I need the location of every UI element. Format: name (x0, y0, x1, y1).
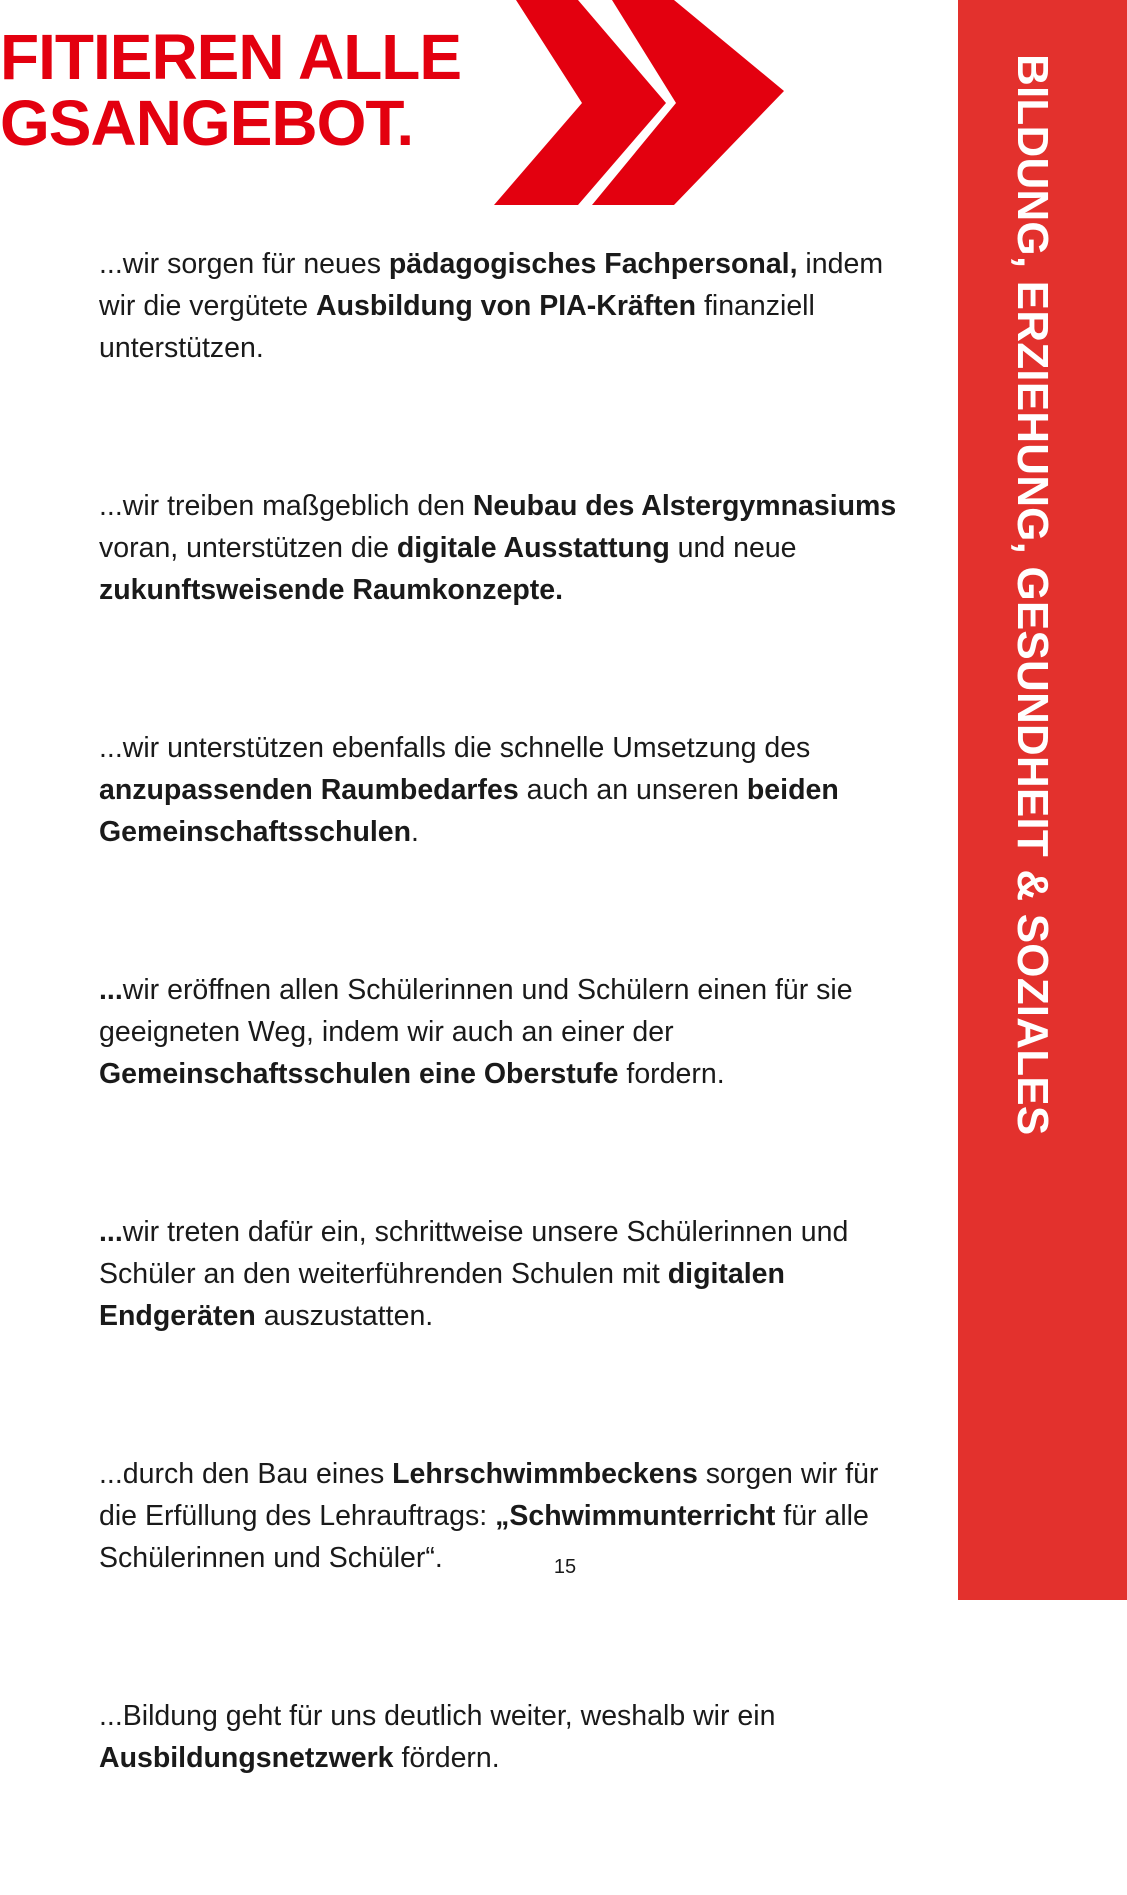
bold-fragment: ... (99, 1216, 123, 1248)
bold-fragment: ... (99, 974, 123, 1006)
text-fragment: voran, unterstützen die (99, 532, 397, 564)
bold-fragment: digitale Ausstattung (396, 532, 670, 564)
paragraph-1 (99, 243, 899, 369)
text-fragment: ...wir unterstützen ebenfalls die schnelle Umsetzung des (99, 732, 811, 764)
bold-fragment: digitalen Endgeräten (99, 1258, 785, 1332)
bold-fragment: Ausbildung von PIA-Kräften (316, 290, 697, 322)
text-fragment: ...Bildung geht für uns deutlich weiter, weshalb wir ein (99, 1700, 776, 1732)
text-fragment: . (411, 816, 419, 848)
bold-fragment: Lehrschwimmbeckens (392, 1458, 698, 1490)
double-chevron-right-icon (488, 0, 808, 205)
bold-fragment: Ausbildungsnetzwerk (99, 1742, 394, 1774)
headline-line-2: GSANGEBOT. (0, 87, 414, 156)
bold-fragment: anzupassenden Raumbedarfes (99, 774, 519, 806)
page-headline (0, 24, 470, 156)
text-fragment: auszustatten. (255, 1300, 434, 1332)
bold-fragment: Neubau des Alstergymnasiums (472, 490, 897, 522)
text-fragment: auch an unseren (518, 774, 747, 806)
paragraph-5 (99, 1211, 899, 1337)
paragraph-3 (99, 727, 899, 853)
text-fragment: und neue (669, 532, 797, 564)
text-fragment: indem wir die vergütete (99, 248, 884, 322)
text-fragment: fördern. (393, 1742, 500, 1774)
bold-fragment: „Schwimmunterricht (495, 1500, 776, 1532)
bold-fragment: beiden Gemeinschaftsschulen (99, 774, 839, 848)
bold-fragment: pädagogisches Fachpersonal, (388, 248, 798, 280)
text-fragment: ...wir treiben maßgeblich den (99, 490, 473, 522)
text-fragment: sorgen wir für die Erfüllung des Lehrauftrags: (99, 1458, 879, 1532)
paragraph-2 (99, 485, 899, 611)
paragraph-4 (99, 969, 899, 1095)
text-fragment: für alle Schülerinnen und Schüler“. (99, 1500, 869, 1574)
text-fragment: fordern. (618, 1058, 725, 1090)
main-content (99, 243, 899, 1895)
headline-line-1: FITIEREN ALLE (0, 24, 462, 93)
paragraph-7 (99, 1695, 899, 1779)
bold-fragment: zukunftsweisende Raumkonzepte. (99, 574, 564, 606)
page-number: 15 (553, 1556, 577, 1578)
text-fragment: ...wir sorgen für neues (99, 248, 389, 280)
paragraph-6 (99, 1453, 899, 1579)
text-fragment: ...durch den Bau eines (99, 1458, 393, 1490)
text-fragment: wir eröffnen allen Schülerinnen und Schülern einen für sie geeigneten Weg, indem wir auch an einer der (99, 974, 853, 1048)
text-fragment: finanziell unterstützen. (99, 290, 815, 364)
text-fragment: wir treten dafür ein, schrittweise unsere Schülerinnen und Schüler an den weiterführenden Schulen mit (99, 1216, 849, 1290)
bold-fragment: Gemeinschaftsschulen eine Oberstufe (99, 1058, 619, 1090)
sidebar-section-title: BILDUNG, ERZIEHUNG, GESUNDHEIT & SOZIALES (1008, 54, 1057, 1136)
